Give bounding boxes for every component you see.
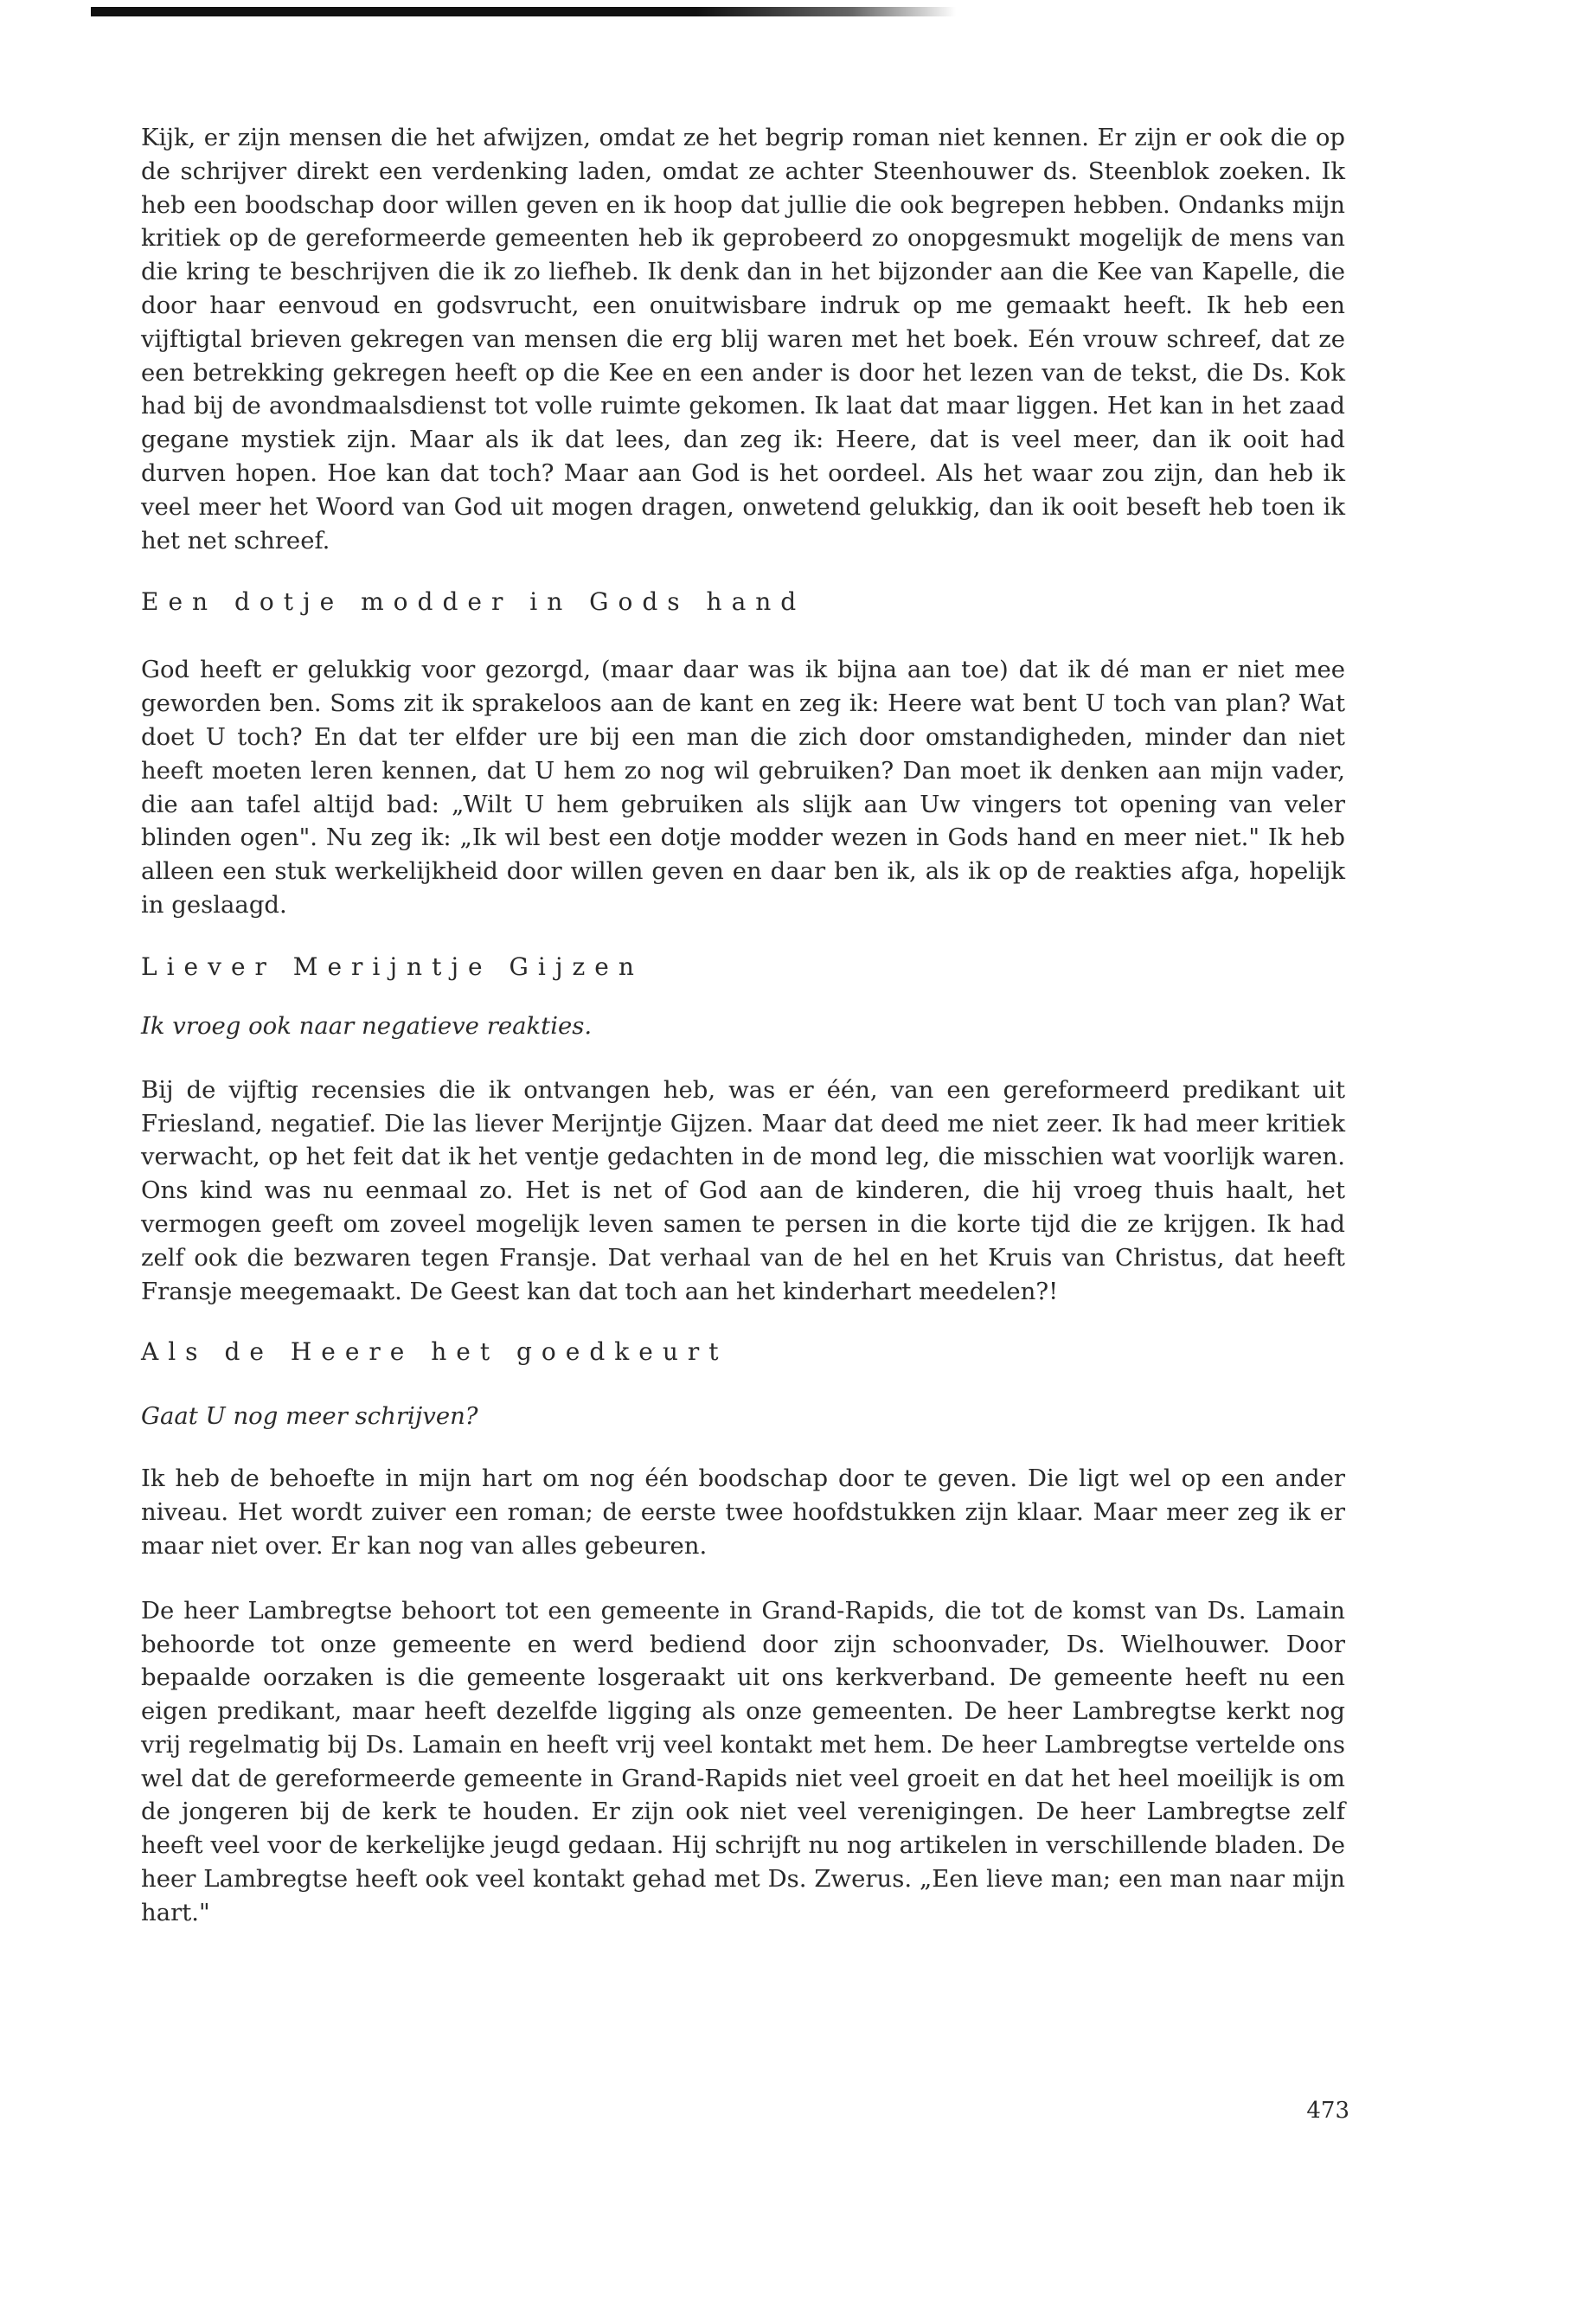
- paragraph-schrijven: Ik heb de behoefte in mijn hart om nog één boodschap door te geven. Die ligt wel op een ander niveau. Het wordt zuiver een roman; de eerste twee hoofdstukken zijn klaar. Maar meer zeg ik er maar niet over. Er kan nog van alles gebeuren.: [141, 1465, 1345, 1560]
- top-rule: [91, 7, 956, 16]
- section-heading-heere: Als de Heere het goedkeurt: [141, 1337, 728, 1367]
- paragraph-dotje: God heeft er gelukkig voor gezorgd, (maar daar was ik bijna aan toe) dat ik dé man er niet mee geworden ben. Soms zit ik sprakeloos aan de kant en zeg ik: Heere wat bent U toch van plan? Wat doet U toch? En dat ter elfder ure bij een man die zich door omstandigheden, minder dan niet heeft moeten leren kennen, dat U hem zo nog wil gebruiken? Dan moet ik denken aan mijn vader, die aan tafel altijd bad: „Wilt U hem gebruiken als slijk aan Uw vingers tot opening van veler blinden ogen". Nu zeg ik: „Ik wil best een dotje modder wezen in Gods hand en meer niet." Ik heb alleen een stuk werkelijkheid door willen geven en daar ben ik, als ik op de reakties afga, hopelijk in geslaagd.: [141, 656, 1345, 919]
- paragraph-intro: Kijk, er zijn mensen die het afwijzen, omdat ze het begrip roman niet kennen. Er zijn er ook die op de schrijver direkt een verdenking laden, omdat ze achter Steenhouwer ds. Steenblok zoeken. Ik heb een boodschap door willen geven en ik hoop dat jullie die ook begrepen hebben. Ondanks mijn kritiek op de gereformeerde gemeenten heb ik geprobeerd zo onopgesmukt mogelijk de mens van die kring te beschrijven die ik zo liefheb. Ik denk dan in het bijzonder aan die Kee van Kapelle, die door haar eenvoud en godsvrucht, een onuitwisbare indruk op me gemaakt heeft. Ik heb een vijftigtal brieven gekregen van mensen die erg blij waren met het boek. Eén vrouw schreef, dat ze een betrekking gekregen heeft op die Kee en een ander is door het lezen van de tekst, die Ds. Kok had bij de avondmaalsdienst tot volle ruimte gekomen. Ik laat dat maar liggen. Het kan in het zaad gegane mystiek zijn. Maar als ik dat lees, dan zeg ik: Heere, dat is veel meer, dan ik ooit had durven hopen. Hoe kan dat toch? Maar aan God is het oordeel. Als het waar zou zijn, dan heb ik veel meer het Woord van God uit mogen dragen, onwetend gelukkig, dan ik ooit beseft heb toen ik het net schreef.: [141, 124, 1345, 554]
- page-body: [141, 121, 1345, 1930]
- interview-question-negative: Ik vroeg ook naar negatieve reakties.: [141, 1011, 593, 1040]
- section-heading-merijntje: Liever Merijntje Gijzen: [141, 952, 644, 981]
- interview-question-schrijven: Gaat U nog meer schrijven?: [141, 1402, 478, 1431]
- section-heading-dotje: Een dotje modder in Gods hand: [141, 587, 806, 617]
- paragraph-merijntje: Bij de vijftig recensies die ik ontvangen heb, was er één, van een gereformeerd predikant uit Friesland, negatief. Die las liever Merijntje Gijzen. Maar dat deed me niet zeer. Ik had meer kritiek verwacht, op het feit dat ik het ventje gedachten in de mond leg, die misschien wat voorlijk waren. Ons kind was nu eenmaal zo. Het is net of God aan de kinderen, die hij vroeg thuis haalt, het vermogen geeft om zoveel mogelijk leven samen te persen in die korte tijd die ze krijgen. Ik had zelf ook die bezwaren tegen Fransje. Dat verhaal van de hel en het Kruis van Christus, dat heeft Fransje meegemaakt. De Geest kan dat toch aan het kinderhart meedelen?!: [141, 1075, 1345, 1305]
- paragraph-lambregtse: De heer Lambregtse behoort tot een gemeente in Grand-Rapids, die tot de komst van Ds. Lamain behoorde tot onze gemeente en werd bediend door zijn schoonvader, Ds. Wielhouwer. Door bepaalde oorzaken is die gemeente losgeraakt uit ons kerkverband. De gemeente heeft nu een eigen predikant, maar heeft dezelfde ligging als onze gemeenten. De heer Lambregtse kerkt nog vrij regelmatig bij Ds. Lamain en heeft vrij veel kontakt met hem. De heer Lambregtse vertelde ons wel dat de gereformeerde gemeente in Grand-Rapids niet veel groeit en dat het heel moeilijk is om de jongeren bij de kerk te houden. Er zijn ook niet veel verenigingen. De heer Lambregtse zelf heeft veel voor de kerkelijke jeugd gedaan. Hij schrijft nu nog artikelen in verschillende bladen. De heer Lambregtse heeft ook veel kontakt gehad met Ds. Zwerus. „Een lieve man; een man naar mijn hart.": [141, 1596, 1345, 1926]
- page-number: 473: [1306, 2098, 1349, 2124]
